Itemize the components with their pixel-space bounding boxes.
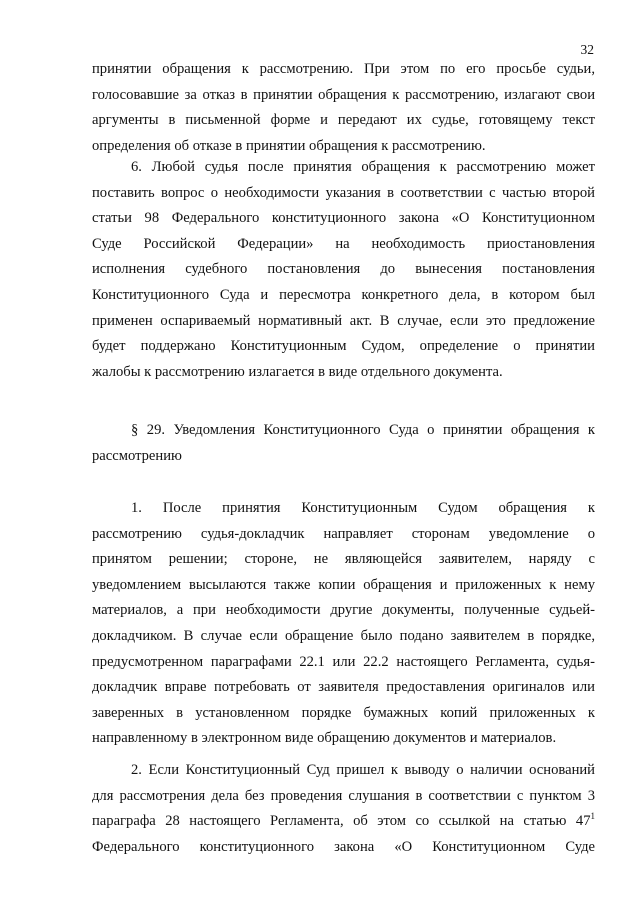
text-line: § 29. Уведомления Конституционного Суда о принятии обращения к	[131, 422, 595, 438]
paragraph-continuation	[92, 57, 595, 159]
text-line: направленному в электронном виде обращению документов и материалов.	[92, 730, 557, 747]
text-line: 2. Если Конституционный Суд пришел к выводу о наличии оснований	[131, 762, 595, 778]
text-line: статьи 98 Федерального конституционного закона «О Конституционном	[92, 210, 595, 227]
text-line: заверенных в установленном порядке бумажных копий приложенных к	[92, 704, 595, 721]
text-line: докладчиком. В случае если обращение было подано заявителем в порядке,	[92, 627, 595, 644]
text-line: рассмотрению	[92, 447, 182, 464]
text-line: для рассмотрения дела без проведения слушания в соответствии с пунктом 3	[92, 787, 595, 804]
text-line	[92, 809, 595, 835]
text-line: жалобы к рассмотрению излагается в виде отдельного документа.	[92, 363, 503, 380]
paragraph-item-6	[92, 155, 595, 385]
text-line: голосовавшие за отказ в принятии обращения к рассмотрению, излагают свои	[92, 86, 595, 103]
text-line: определения об отказе в принятии обращения к рассмотрению.	[92, 137, 486, 154]
text-line: Конституционного Суда и пересмотра конкретного дела, в котором был	[92, 286, 595, 303]
text-line: Федерального конституционного закона «О Конституционном Суде	[92, 838, 595, 855]
text-line-content: параграфа 28 настоящего Регламента, об этом со ссылкой на статью 47	[92, 813, 591, 830]
page-number: 32	[580, 42, 594, 57]
text-line: 1. После принятия Конституционным Судом обращения к	[131, 500, 595, 516]
section-heading	[92, 418, 595, 469]
text-line: принятом решении; стороне, не являющейся заявителем, наряду с	[92, 551, 595, 568]
paragraph-item-1	[92, 496, 595, 752]
text-line: принятии обращения к рассмотрению. При этом по его просьбе судьи,	[92, 61, 595, 77]
text-line: применен оспариваемый нормативный акт. В случае, если это предложение	[92, 312, 595, 329]
text-line: рассмотрению судья-докладчик направляет сторонам уведомление о	[92, 525, 595, 542]
text-line: будет поддержано Конституционным Судом, определение о принятии	[92, 338, 595, 355]
article-superscript: 1	[590, 811, 595, 822]
text-line: материалов, а при необходимости другие документы, полученные судьей-	[92, 602, 595, 619]
text-line: аргументы в письменной форме и передают их судье, готовящему текст	[92, 112, 595, 129]
text-line: поставить вопрос о необходимости указания в соответствии с частью второй	[92, 184, 595, 201]
text-line: уведомлением высылаются также копии обращения и приложенных к нему	[92, 576, 595, 593]
text-line: 6. Любой судья после принятия обращения к рассмотрению может	[131, 159, 595, 175]
text-line: исполнения судебного постановления до вынесения постановления	[92, 261, 595, 278]
text-line: Суде Российской Федерации» на необходимость приостановления	[92, 235, 595, 252]
text-line: предусмотренном параграфами 22.1 или 22.2 настоящего Регламента, судья-	[92, 653, 595, 670]
text-line: докладчик вправе потребовать от заявителя предоставления оригиналов или	[92, 679, 595, 696]
paragraph-item-2	[92, 758, 595, 860]
